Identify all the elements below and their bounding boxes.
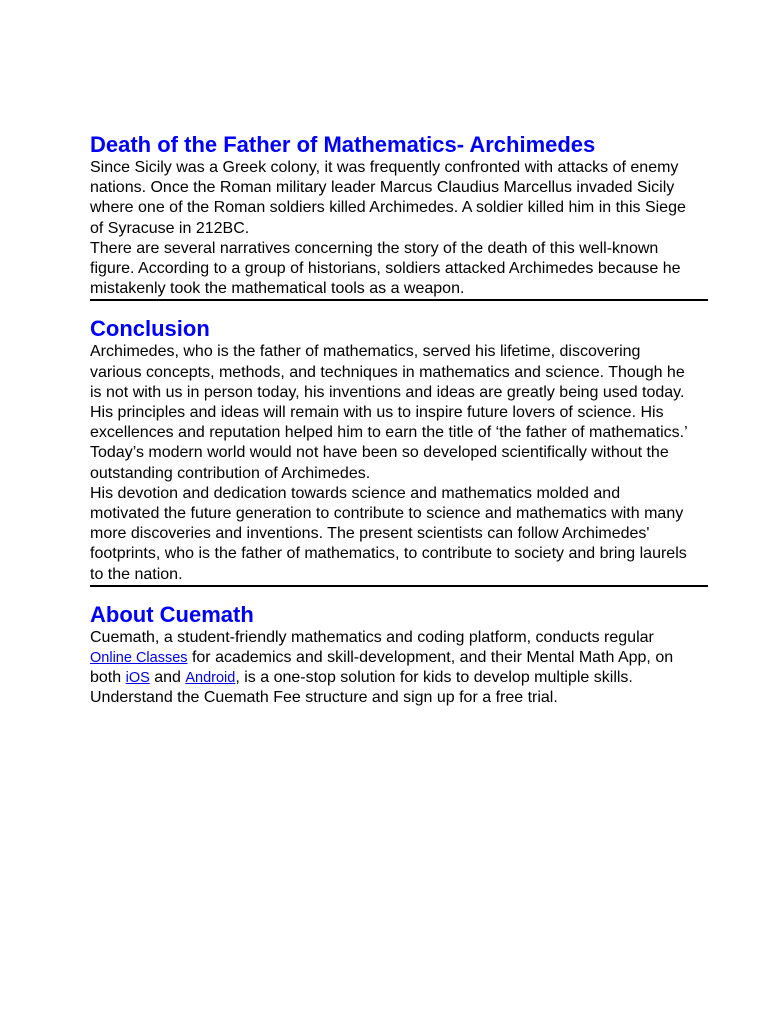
paragraph-conclusion-principles: His principles and ideas will remain with us to inspire future lovers of science. His excellences and reputation helped him to earn the title of ‘the father of mathematics.’ Today’s modern world would not have been so developed scientifically without the outstanding contribution of Archimedes. (90, 404, 688, 482)
online-classes-link[interactable]: Online Classes (90, 650, 188, 667)
document-page (90, 132, 708, 709)
ios-link[interactable]: iOS (125, 670, 150, 687)
paragraph-conclusion-devotion: His devotion and dedication towards science and mathematics molded and motivated the future generation to contribute to science and mathematics with many more discoveries and inventions. The present scientists can follow Archimedes' footprints, who is the father of mathematics, to contribute to society and bring laurels to the nation. (90, 484, 687, 583)
paragraph-about-cuemath (90, 628, 690, 709)
paragraph-conclusion-lifetime: Archimedes, who is the father of mathematics, served his lifetime, discovering various concepts, methods, and techniques in mathematics and science. Though he is not with us in person today, his inventions and ideas are greatly being used today. (90, 343, 685, 401)
section-title-conclusion: Conclusion (90, 316, 210, 342)
about-text-intro: Cuemath, a student-friendly mathematics and coding platform, conducts regular (90, 628, 654, 646)
section-divider (90, 585, 708, 587)
paragraph-siege-of-syracuse: Since Sicily was a Greek colony, it was frequently confronted with attacks of enemy nations. Once the Roman military leader Marcus Claudius Marcellus invaded Sicily where one of the Roman soldiers killed Archimedes. A soldier killed him in this Siege of Syracuse in 212BC. (90, 159, 686, 237)
section-divider (90, 299, 708, 301)
section-title-about-cuemath: About Cuemath (90, 601, 254, 627)
about-text-mental-math: for academics and skill-development, and their Mental Math App, on both (90, 649, 674, 687)
about-text-and: and (149, 669, 186, 687)
section-title-death-of-archimedes: Death of the Father of Mathematics- Archimedes (90, 132, 596, 157)
android-link[interactable]: Android (185, 670, 236, 687)
about-text-closing: , is a one-stop solution for kids to develop multiple skills. Understand the Cuemath Fee structure and sign up for a free trial. (90, 669, 633, 707)
paragraph-death-narratives: There are several narratives concerning the story of the death of this well-known figure. According to a group of historians, soldiers attacked Archimedes because he mistakenly took the mathematical tools as a weapon. (90, 239, 681, 298)
